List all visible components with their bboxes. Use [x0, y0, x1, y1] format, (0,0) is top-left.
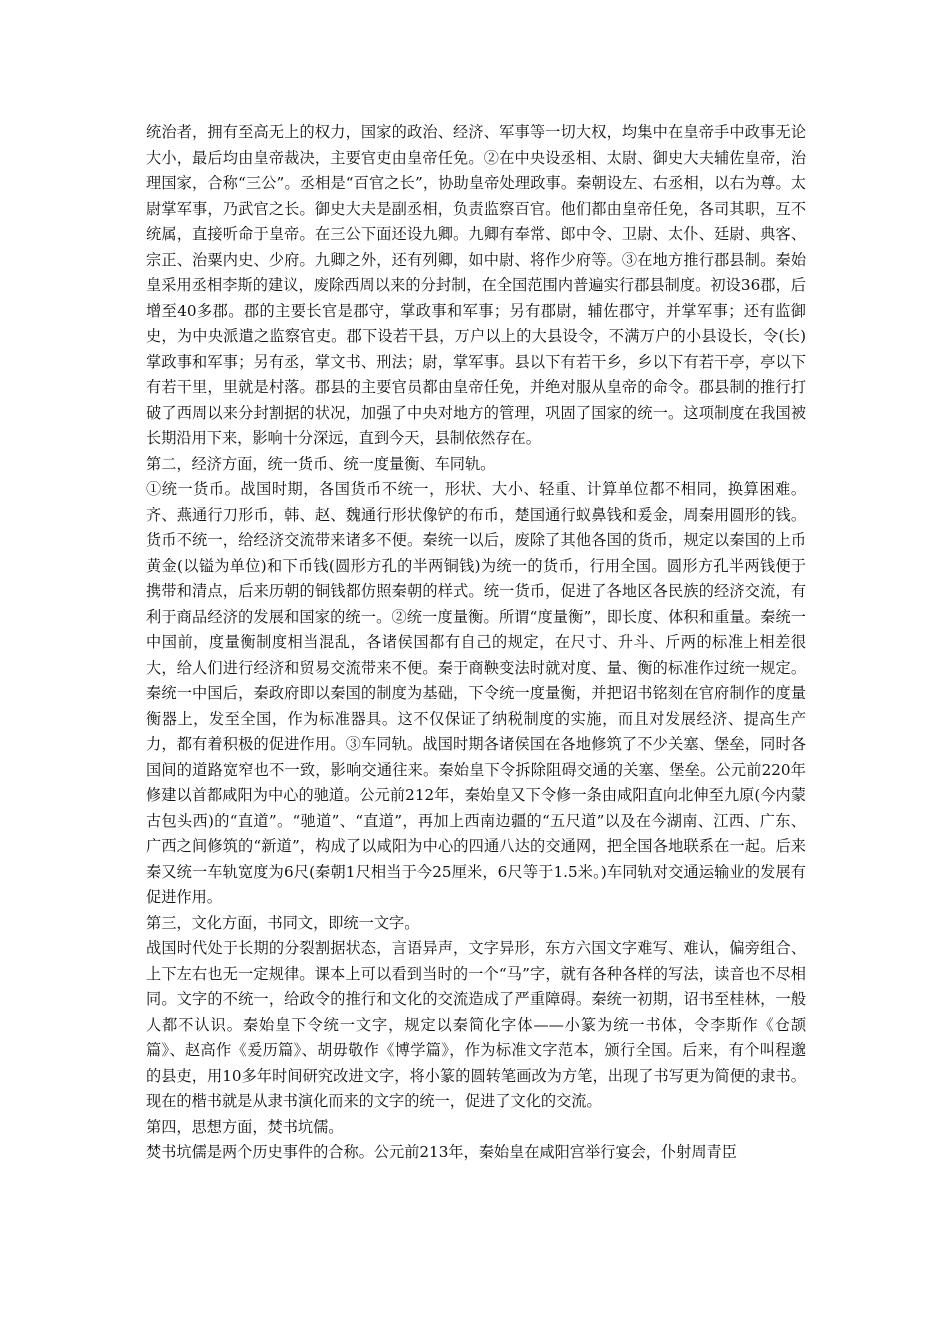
heading-thought: 第四，思想方面，焚书坑儒。	[146, 1117, 344, 1136]
paragraph-culture: 战国时代处于长期的分裂割据状态，言语异声，文字异形，东方六国文字难写、难认，偏旁组合、上下左右也无一定规律。课本上可以看到当时的一个“马”字，就有各种各样的写法，读音也不尽相同。文字的不统一，给政令的推行和文化的交流造成了严重障碍。秦统一初期，诏书至桂林，一般人都不认识。秦始皇下令统一文字，规定以秦简化字体——小篆为统一书体，令李斯作《仓颉篇》、赵高作《爰历篇》、胡毋敬作《博学篇》，作为标准文字范本，颁行全国。后来，有个叫程邈的县吏，用10多年时间研究改进文字，将小篆的圆转笔画改为方笔，出现了书写更为简便的隶书。现在的楷书就是从隶书演化而来的文字的统一，促进了文化的交流。	[146, 939, 806, 1110]
paragraph-economy: ①统一货币。战国时期，各国货币不统一，形状、大小、轻重、计算单位都不相同，换算困难。齐、燕通行刀形币，韩、赵、魏通行形状像铲的布币，楚国通行蚁鼻钱和爰金，周秦用圆形的钱。货币不统一，给经济交流带来诸多不便。秦统一以后，废除了其他各国的货币，规定以秦国的上币黄金(以镒为单位)和下币钱(圆形方孔的半两铜钱)为统一的货币，行用全国。圆形方孔半两钱便于携带和清点，后来历朝的铜钱都仿照秦朝的样式。统一货币，促进了各地区各民族的经济交流，有利于商品经济的发展和国家的统一。②统一度量衡。所谓“度量衡”，即长度、体积和重量。秦统一中国前，度量衡制度相当混乱，各诸侯国都有自己的规定，在尺寸、升斗、斤两的标准上相差很大，给人们进行经济和贸易交流带来不便。秦于商鞅变法时就对度、量、衡的标准作过统一规定。秦统一中国后，秦政府即以秦国的制度为基础，下令统一度量衡，并把诏书铭刻在官府制作的度量衡器上，发至全国，作为标准器具。这不仅保证了纳税制度的实施，而且对发展经济、提高生产力，都有着积极的促进作用。③车同轨。战国时期各诸侯国在各地修筑了不少关塞、堡垒，同时各国间的道路宽窄也不一致，影响交通往来。秦始皇下令拆除阻碍交通的关塞、堡垒。公元前220年修建以首都咸阳为中心的驰道。公元前212年，秦始皇又下令修一条由咸阳直向北伸至九原(今内蒙古包头西)的“直道”。“驰道”、“直道”，再加上西南边疆的“五尺道”以及在今湖南、江西、广东、广西之间修筑的“新道”，构成了以咸阳为中心的四通八达的交通网，把全国各地联系在一起。后来秦又统一车轨宽度为6尺(秦朝1尺相当于今25厘米，6尺等于1.5米。)车同轨对交通运输业的发展有促进作用。	[146, 480, 806, 906]
paragraph-political-system: 统治者，拥有至高无上的权力，国家的政治、经济、军事等一切大权，均集中在皇帝手中政事无论大小，最后均由皇帝裁决，主要官吏由皇帝任免。②在中央设丞相、太尉、御史大夫辅佐皇帝，治理国家，合称“三公”。丞相是“百官之长”，协助皇帝处理政事。秦朝设左、右丞相，以右为尊。太尉掌军事，乃武官之长。御史大夫是副丞相，负责监察百官。他们都由皇帝任免，各司其职，互不统属，直接听命于皇帝。在三公下面还设九卿。九卿有奉常、郎中令、卫尉、太仆、廷尉、典客、宗正、治粟内史、少府。九卿之外，还有列卿，如中尉、将作少府等。③在地方推行郡县制。秦始皇采用丞相李斯的建议，废除西周以来的分封制，在全国范围内普遍实行郡县制度。初设36郡，后增至40多郡。郡的主要长官是郡守，掌政事和军事；另有郡尉，辅佐郡守，并掌军事；还有监御史，为中央派遣之监察官吏。郡下设若干县，万户以上的大县设令，不满万户的小县设长，令(长)掌政事和军事；另有丞，掌文书、刑法；尉，掌军事。县以下有若干乡，乡以下有若干亭，亭以下有若干里，里就是村落。郡县的主要官员都由皇帝任免，并绝对服从皇帝的命令。郡县制的推行打破了西周以来分封割据的状况，加强了中央对地方的管理，巩固了国家的统一。这项制度在我国被长期沿用下来，影响十分深远，直到今天，县制依然存在。	[146, 123, 806, 447]
heading-culture: 第三，文化方面，书同文，即统一文字。	[146, 913, 420, 932]
paragraph-thought: 焚书坑儒是两个历史事件的合称。公元前213年，秦始皇在咸阳宫举行宴会，仆射周青臣	[146, 1143, 737, 1161]
document-body	[146, 120, 806, 1166]
heading-economy: 第二，经济方面，统一货币、统一度量衡、车同轨。	[146, 454, 496, 473]
